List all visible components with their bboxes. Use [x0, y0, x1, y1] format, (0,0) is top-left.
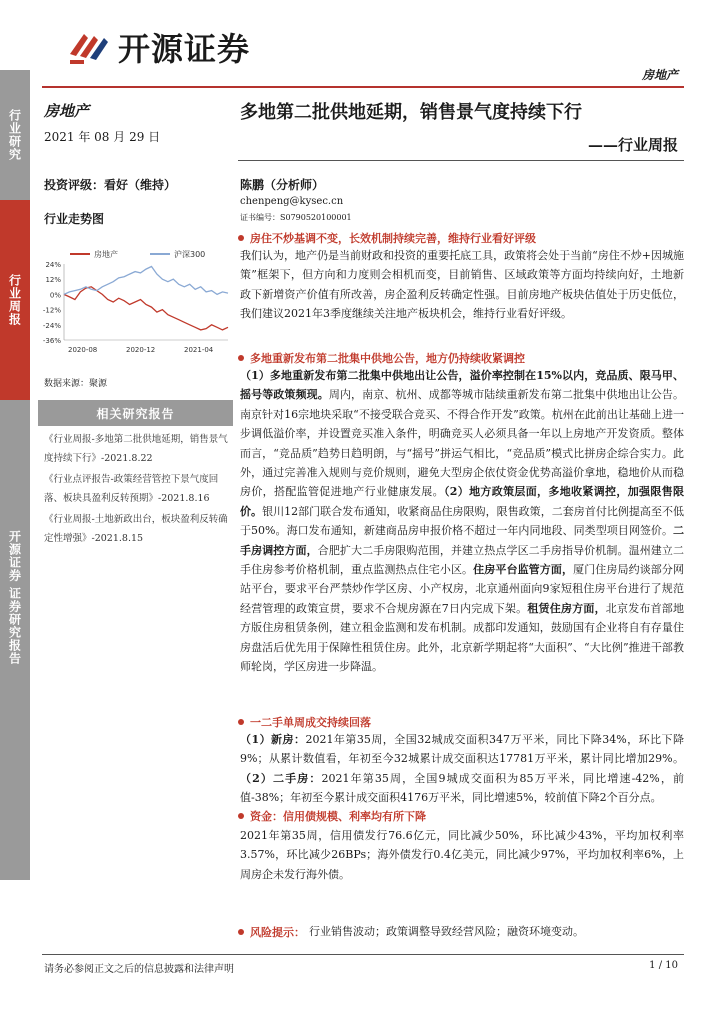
- sector-name: 房地产: [44, 102, 90, 120]
- related-report-item[interactable]: 《行业周报-多地第二批供地延期，销售景气度持续下行》-2021.8.22: [44, 434, 228, 464]
- chart-source: 数据来源：聚源: [44, 379, 108, 389]
- related-report-item[interactable]: 《行业周报-土地新政出台，板块盈利反转确定性增强》-2021.8.15: [44, 514, 228, 544]
- investment-rating: 投资评级：看好（维持）: [44, 178, 177, 192]
- y-tick-label: 0%: [49, 291, 61, 300]
- side-tab-brand: [0, 400, 30, 880]
- title-divider: [238, 160, 684, 161]
- header-category: 房地产: [641, 68, 678, 82]
- x-tick-label: 2020-12: [126, 346, 156, 354]
- report-subtitle: ——行业周报: [587, 136, 678, 154]
- y-tick-label: 24%: [45, 261, 61, 269]
- side-tab-label: 开源证券 证券研究报告: [7, 530, 22, 666]
- related-report-item[interactable]: 《行业点评报告-政策经营管控下景气度回落、板块具盈利反转预期》-2021.8.16: [44, 474, 219, 504]
- bullet-icon: [238, 235, 244, 241]
- body-text: 北京发布首部地方版住房租赁条例，建立租金监测和发布机制。成都印发通知，鼓励国有企业将自有存量住房盘活后优先用于保障性租赁住房。此外，北京新学期起将“大面积”、“大比例”推进干部教师轮岗，学区房进一步降温。: [240, 601, 685, 674]
- bullet-icon: [238, 355, 244, 361]
- body-text: 周内，南京、杭州、成都等城市陆续重新发布第二批集中供地出让公告。南京针对16宗地块采取“不接受联合竞买、不得合作开发”政策。杭州在此前出让基础上进一步调低溢价率，并设置竞买准入条件，明确竞买人必须具备一年以上房地产开发资质。整体而言，“竞品质”趋势日趋明朗，与“摇号”拼运气相比，“竞品质”模式比拼房企综合实力。此外，通过完善准入规则与竞价规则，避免大型房企依仗资金优势高溢价拿地，稳地价从而稳房价，搭配监管促进地产行业健康发展。: [240, 388, 685, 499]
- lead-text: （1）新房：: [240, 733, 306, 746]
- page-number: 1 / 10: [649, 960, 678, 971]
- section-heading-text: 资金：信用债规模、利率均有所下降: [250, 810, 426, 823]
- footer-divider: [42, 954, 684, 955]
- x-tick-label: 2021-04: [184, 346, 214, 354]
- analyst-name: 陈鹏（分析师）: [240, 178, 325, 192]
- lead-text: 二手房调控方面，: [240, 524, 684, 557]
- body-text: 银川12部门联合发布通知，收紧商品住房限购，限售政策，二套房首付比例提高至不低于50%。海口发布通知，新建商品房申报价格不超过一年内同地段、同类型项目网签价。: [240, 504, 685, 538]
- section-1-body: 我们认为，地产仍是当前财政和投资的重要托底工具，政策将会处于当前“房住不炒+因城施策”框架下，但方向和力度则会相机而变，目前销售、区域政策等方面均持续向好，土地新政下新增资产价值有所改善，房企盈利反转确定性强。目前房地产板块估值处于历史低位，我们建议2021年3季度继续关注地产板块机会，维持行业看好评级。: [240, 249, 684, 321]
- side-tab-label: 行业研究: [7, 109, 22, 161]
- brand-name: 开源证券: [118, 30, 251, 68]
- section-heading-text: 房住不炒基调不变，长效机制持续完善，维持行业看好评级: [250, 232, 536, 245]
- section-heading-text: 多地重新发布第二批集中供地公告，地方仍持续收紧调控: [250, 352, 525, 365]
- section-heading-2: [238, 350, 684, 366]
- y-tick-label: -12%: [42, 306, 61, 315]
- footer-disclaimer: 请务必参阅正文之后的信息披露和法律声明: [44, 964, 234, 975]
- y-tick-label: -24%: [42, 321, 61, 330]
- related-reports-header: 相关研究报告: [38, 400, 233, 426]
- risk-text: 行业销售波动；政策调整导致经营风险；融资环境变动。: [309, 925, 584, 938]
- bullet-icon: [238, 719, 244, 725]
- section-heading-1: [238, 230, 684, 246]
- kysec-logo-icon: [66, 24, 114, 66]
- trend-chart: [40, 244, 235, 370]
- x-tick-label: 2020-08: [68, 346, 98, 354]
- section-4-body: 2021年第35周，信用债发行76.6亿元，同比减少50%，环比减少43%，平均加权利率3.57%，环比减少26BPs；海外债发行0.4亿美元，同比减少97%，平均加权利率6%，上周房企未发行海外债。: [240, 829, 684, 881]
- bullet-icon: [238, 813, 244, 819]
- body-text: 2021年第35周，全国32城成交面积347万平米，同比下降34%，环比下降9%；从累计数值看，年初至今32城累计成交面积达17781万平米，累计同比增加29%。: [240, 733, 684, 766]
- section-heading-4: [238, 808, 684, 824]
- related-reports-list: [44, 430, 234, 550]
- trend-chart-title: 行业走势图: [44, 212, 105, 226]
- section-3-body: [240, 730, 684, 808]
- risk-warning: [238, 922, 684, 941]
- section-heading-text: 一二手单周成交持续回落: [250, 716, 371, 729]
- brand-logo: [66, 22, 286, 70]
- report-date: 2021 年 08 月 29 日: [44, 130, 161, 144]
- body-text: 厦门住房局约谈部分网站平台，要求平台严禁炒作学区房、小产权房，北京通州面向9家短租住房平台进行了规范经营管理的政策宣贯，要求不合规房源在7日内完成下架。: [240, 563, 685, 615]
- header-divider: [42, 86, 684, 88]
- body-text: 合肥扩大二手房限购范围，并建立热点学区二手房指导价机制。温州建立二手住房参考价格机制，重点监测热点住宅小区。: [240, 543, 684, 577]
- legend-label: 房地产: [94, 250, 118, 259]
- analyst-license: 证书编号：S0790520100001: [240, 213, 352, 222]
- report-title: 多地第二批供地延期，销售景气度持续下行: [240, 102, 582, 123]
- trend-chart-svg: [40, 244, 235, 370]
- risk-label: 风险提示：: [250, 925, 305, 939]
- body-text: 2021年第35周，全国9城成交面积为85万平米，同比增速-42%，前值-38%；年初至今累计成交面积4176万平米，同比增速5%，较前值下降2个百分点。: [240, 771, 684, 805]
- section-heading-3: [238, 714, 684, 730]
- y-tick-label: 12%: [45, 276, 61, 285]
- bullet-icon: [238, 929, 244, 935]
- lead-text: 租赁住房方面，: [527, 601, 606, 615]
- series-line: [64, 267, 228, 295]
- legend-label: 沪深300: [174, 250, 206, 259]
- side-tab-weekly: [0, 200, 30, 400]
- lead-text: （2）二手房：: [240, 771, 322, 785]
- lead-text: （2）地方政策层面，多地收紧调控，加强限售限价。: [240, 485, 685, 518]
- side-tab-label: 行业周报: [7, 274, 22, 326]
- series-line: [64, 287, 228, 330]
- lead-text: （1）多地重新发布第二批集中供地出让公告，溢价率控制在15%以内，竞品质、限马甲、摇号等政策频现。: [240, 369, 684, 402]
- lead-text: 住房平台监管方面，: [473, 563, 574, 577]
- analyst-email[interactable]: chenpeng@kysec.cn: [240, 196, 344, 207]
- y-tick-label: -36%: [42, 337, 61, 345]
- section-2-body: [240, 366, 684, 677]
- side-tab-research: [0, 70, 30, 200]
